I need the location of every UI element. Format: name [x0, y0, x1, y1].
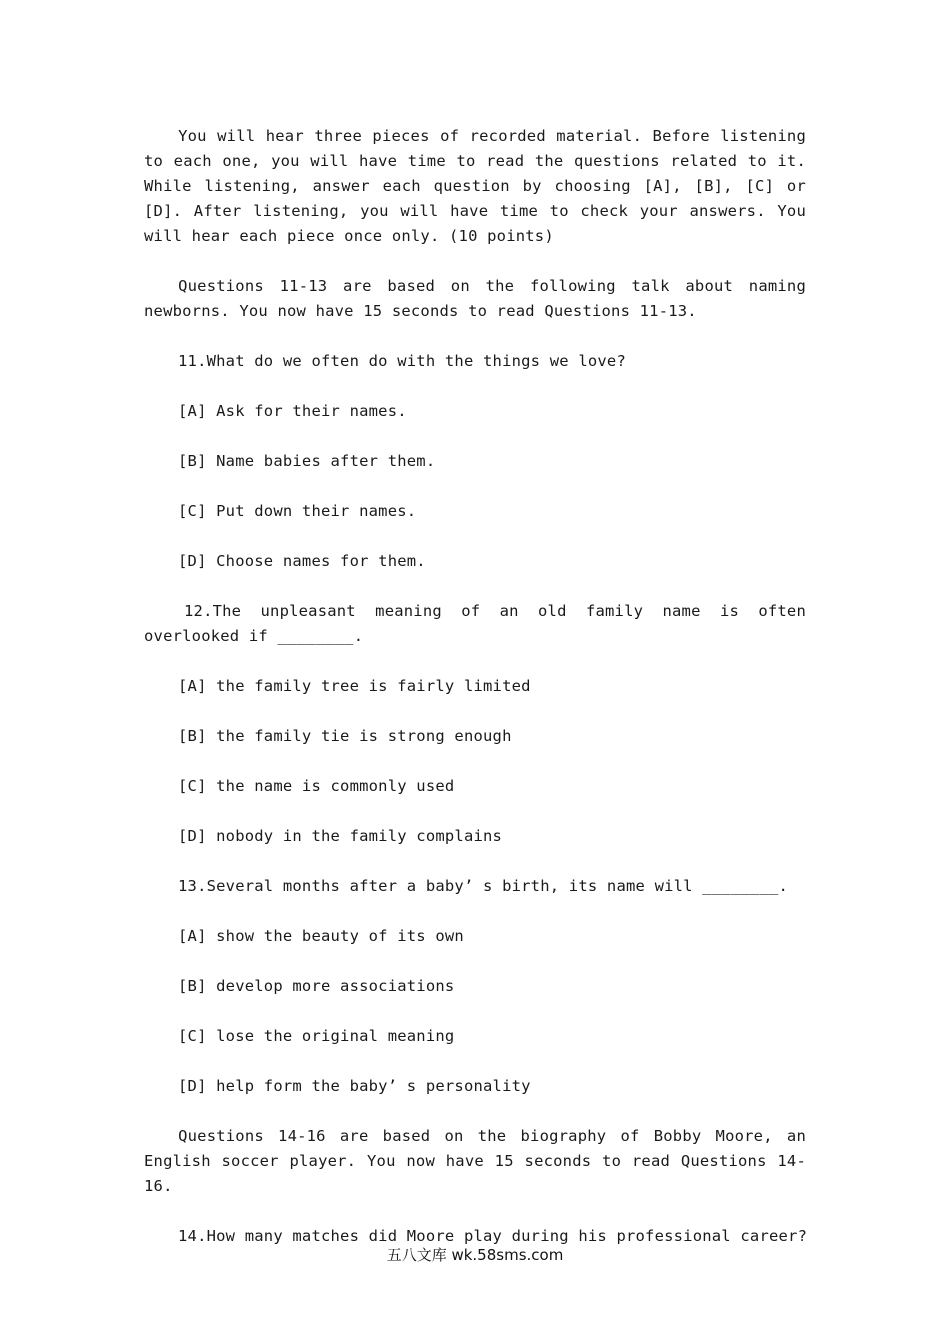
option-11-d: [D] Choose names for them.: [178, 552, 426, 570]
intro-paragraph: You will hear three pieces of recorded material. Before listening to each one, you will have time to read the questions related to it. While listening, answer each question by choosing [A], [B], [C] or [D]. After listening, you will have time to check your answers. You will hear each piece once only. (10 points): [144, 127, 806, 245]
question-11: 11.What do we often do with the things we love?: [178, 352, 626, 370]
document-body: [144, 124, 806, 1274]
question-12: 12.The unpleasant meaning of an old family name is often overlooked if ________.: [144, 602, 806, 645]
option-12-b: [B] the family tie is strong enough: [178, 727, 512, 745]
section-heading-14-16: Questions 14-16 are based on the biography of Bobby Moore, an English soccer player. You now have 15 seconds to read Questions 14-16.: [144, 1127, 806, 1195]
section-heading-11-13: Questions 11-13 are based on the following talk about naming newborns. You now have 15 seconds to read Questions 11-13.: [144, 277, 806, 320]
option-11-a: [A] Ask for their names.: [178, 402, 407, 420]
option-13-c: [C] lose the original meaning: [178, 1027, 455, 1045]
option-12-a: [A] the family tree is fairly limited: [178, 677, 531, 695]
option-12-c: [C] the name is commonly used: [178, 777, 455, 795]
question-13: 13.Several months after a baby’ s birth, its name will ________.: [178, 877, 789, 895]
footer-watermark: 五八文库 wk.58sms.com: [386, 1246, 564, 1264]
option-12-d: [D] nobody in the family complains: [178, 827, 503, 845]
option-13-a: [A] show the beauty of its own: [178, 927, 464, 945]
question-14: 14.How many matches did Moore play during his professional career?: [178, 1227, 808, 1245]
option-11-b: [B] Name babies after them.: [178, 452, 436, 470]
option-13-b: [B] develop more associations: [178, 977, 455, 995]
option-11-c: [C] Put down their names.: [178, 502, 417, 520]
option-13-d: [D] help form the baby’ s personality: [178, 1077, 531, 1095]
